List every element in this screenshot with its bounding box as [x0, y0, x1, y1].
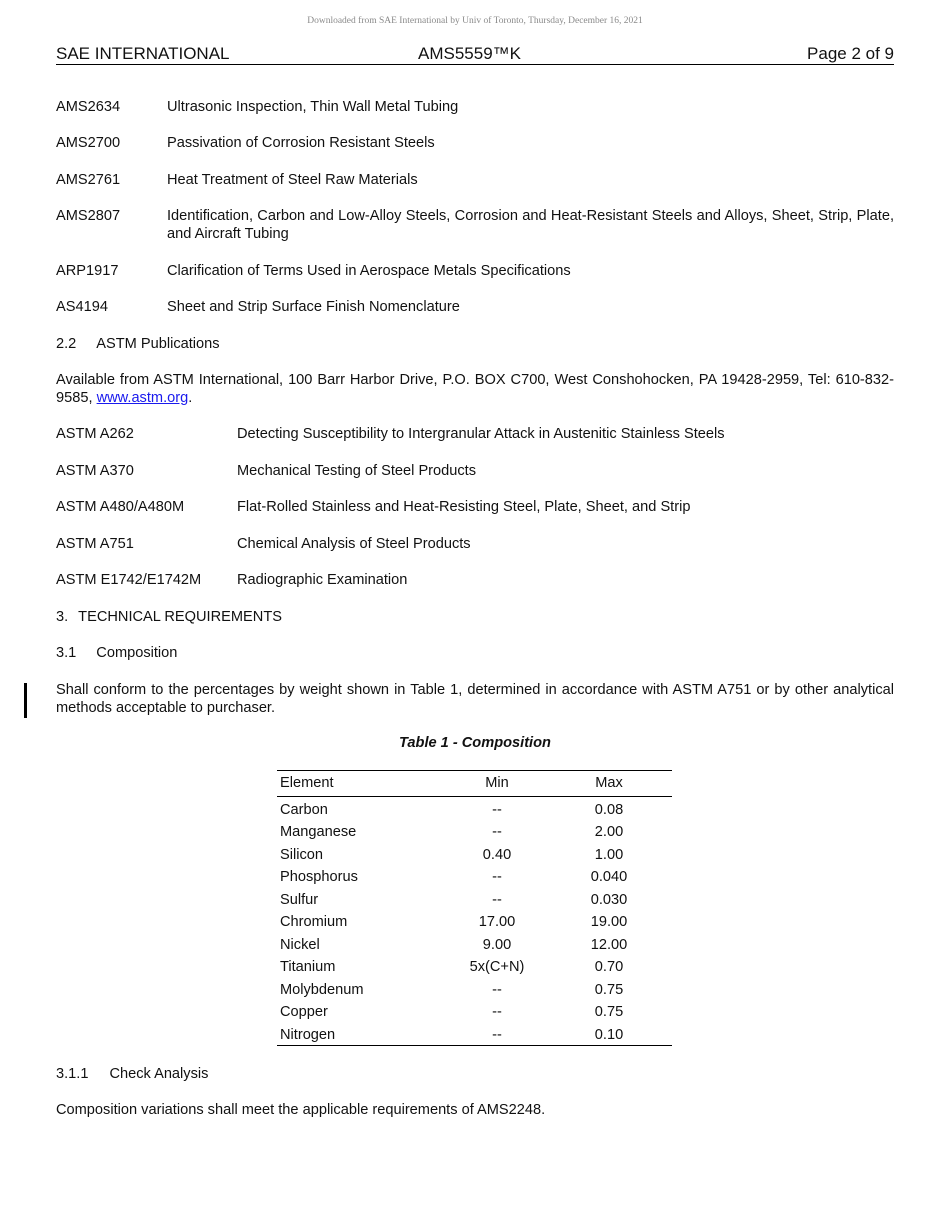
section-heading-2-2 [56, 335, 894, 353]
cell-max: 19.00 [590, 914, 628, 930]
table-row [277, 956, 672, 978]
header-page-number: Page 2 of 9 [807, 44, 894, 63]
cell-element: Molybdenum [280, 982, 364, 998]
table-header-rule [277, 796, 672, 797]
astm-availability-paragraph [56, 371, 894, 407]
section-title: Composition [96, 645, 178, 661]
reference-title: Passivation of Corrosion Resistant Steels [167, 135, 435, 151]
cell-max: 0.75 [594, 1004, 624, 1020]
reference-title: Sheet and Strip Surface Finish Nomenclature [167, 299, 460, 315]
table-bottom-rule [277, 1045, 672, 1046]
cell-min: -- [492, 1027, 502, 1043]
reference-code: ARP1917 [56, 263, 119, 279]
download-watermark: Downloaded from SAE International by Univ of Toronto, Thursday, December 16, 2021 [307, 16, 643, 26]
cell-max: 0.030 [590, 892, 628, 908]
cell-max: 12.00 [590, 937, 628, 953]
cell-min: 9.00 [482, 937, 512, 953]
cell-min: -- [492, 802, 502, 818]
reference-code: ASTM A751 [56, 536, 134, 552]
table-caption: Table 1 - Composition [399, 735, 551, 751]
reference-title: Ultrasonic Inspection, Thin Wall Metal Tubing [167, 99, 459, 115]
availability-text: Available from ASTM International, 100 Barr Harbor Drive, P.O. BOX C700, West Conshohocken, PA 19428-2959, Tel: 610-832-9585, [56, 372, 894, 406]
section-title: Check Analysis [109, 1066, 209, 1082]
cell-max: 0.08 [594, 802, 624, 818]
cell-min: 0.40 [482, 847, 512, 863]
availability-end: . [188, 390, 193, 406]
reference-code: ASTM E1742/E1742M [56, 572, 202, 588]
cell-min: -- [492, 982, 502, 998]
cell-element: Silicon [280, 847, 323, 863]
cell-element: Nitrogen [280, 1027, 336, 1043]
reference-code: AS4194 [56, 299, 108, 315]
cell-max: 0.75 [594, 982, 624, 998]
reference-title: Flat-Rolled Stainless and Heat-Resisting Steel, Plate, Sheet, and Strip [237, 499, 691, 515]
cell-max: 2.00 [594, 824, 624, 840]
header-org: SAE INTERNATIONAL [56, 44, 230, 63]
reference-code: AMS2807 [56, 208, 121, 224]
cell-min: -- [492, 892, 502, 908]
header-element: Element [280, 775, 334, 791]
section-heading-3 [56, 608, 894, 626]
section-heading-3-1-1 [56, 1065, 894, 1083]
reference-title: Radiographic Examination [237, 572, 408, 588]
reference-title: Heat Treatment of Steel Raw Materials [167, 172, 418, 188]
cell-max: 0.10 [594, 1027, 624, 1043]
section-number: 3.1.1 [56, 1066, 89, 1082]
section-heading-3-1 [56, 644, 894, 662]
cell-element: Manganese [280, 824, 357, 840]
cell-min: -- [492, 869, 502, 885]
reference-row [56, 207, 894, 243]
header-min: Min [485, 775, 509, 791]
cell-element: Sulfur [280, 892, 319, 908]
cell-min: -- [492, 1004, 502, 1020]
reference-title: Detecting Susceptibility to Intergranular Attack in Austenitic Stainless Steels [237, 426, 725, 442]
reference-code: ASTM A262 [56, 426, 134, 442]
reference-title: Mechanical Testing of Steel Products [237, 463, 477, 479]
reference-title: Chemical Analysis of Steel Products [237, 536, 471, 552]
cell-max: 0.040 [590, 869, 628, 885]
section-number: 3. [56, 609, 69, 625]
table-row [277, 934, 672, 956]
reference-title: Identification, Carbon and Low-Alloy Steels, Corrosion and Heat-Resistant Steels and Alloys, Sheet, Strip, Plate, and Aircraft Tubing [167, 208, 894, 242]
section-number: 2.2 [56, 336, 77, 352]
cell-max: 0.70 [594, 959, 624, 975]
reference-code: ASTM A480/A480M [56, 499, 185, 515]
section-title: TECHNICAL REQUIREMENTS [78, 609, 282, 625]
header-doc-id: AMS5559™K [418, 44, 521, 63]
cell-min: 5x(C+N) [469, 959, 525, 975]
composition-paragraph: Shall conform to the percentages by weight shown in Table 1, determined in accordance with ASTM A751 or by other analytical methods acceptable to purchaser. [56, 682, 894, 716]
table-row [277, 1001, 672, 1023]
reference-code: AMS2761 [56, 172, 121, 188]
cell-min: -- [492, 824, 502, 840]
section-number: 3.1 [56, 645, 77, 661]
cell-element: Carbon [280, 802, 328, 818]
astm-website-link[interactable]: www.astm.org [96, 390, 189, 406]
table-row [277, 979, 672, 1001]
table-header-row [277, 772, 672, 794]
cell-element: Nickel [280, 937, 320, 953]
cell-max: 1.00 [594, 847, 624, 863]
cell-element: Titanium [280, 959, 336, 975]
table-row [277, 1024, 672, 1046]
table-top-rule [277, 770, 672, 771]
table-row [277, 844, 672, 866]
cell-element: Copper [280, 1004, 328, 1020]
reference-title: Clarification of Terms Used in Aerospace Metals Specifications [167, 263, 571, 279]
check-analysis-paragraph: Composition variations shall meet the applicable requirements of AMS2248. [56, 1102, 546, 1118]
cell-element: Phosphorus [280, 869, 358, 885]
page-header [56, 44, 894, 65]
section-title: ASTM Publications [96, 336, 220, 352]
table-row [277, 866, 672, 888]
reference-code: AMS2700 [56, 135, 121, 151]
cell-min: 17.00 [478, 914, 516, 930]
revision-change-bar [24, 683, 27, 718]
header-max: Max [595, 775, 623, 791]
table-row [277, 889, 672, 911]
reference-code: ASTM A370 [56, 463, 134, 479]
cell-element: Chromium [280, 914, 348, 930]
reference-code: AMS2634 [56, 99, 121, 115]
table-row [277, 821, 672, 843]
table-row [277, 799, 672, 821]
table-row [277, 911, 672, 933]
